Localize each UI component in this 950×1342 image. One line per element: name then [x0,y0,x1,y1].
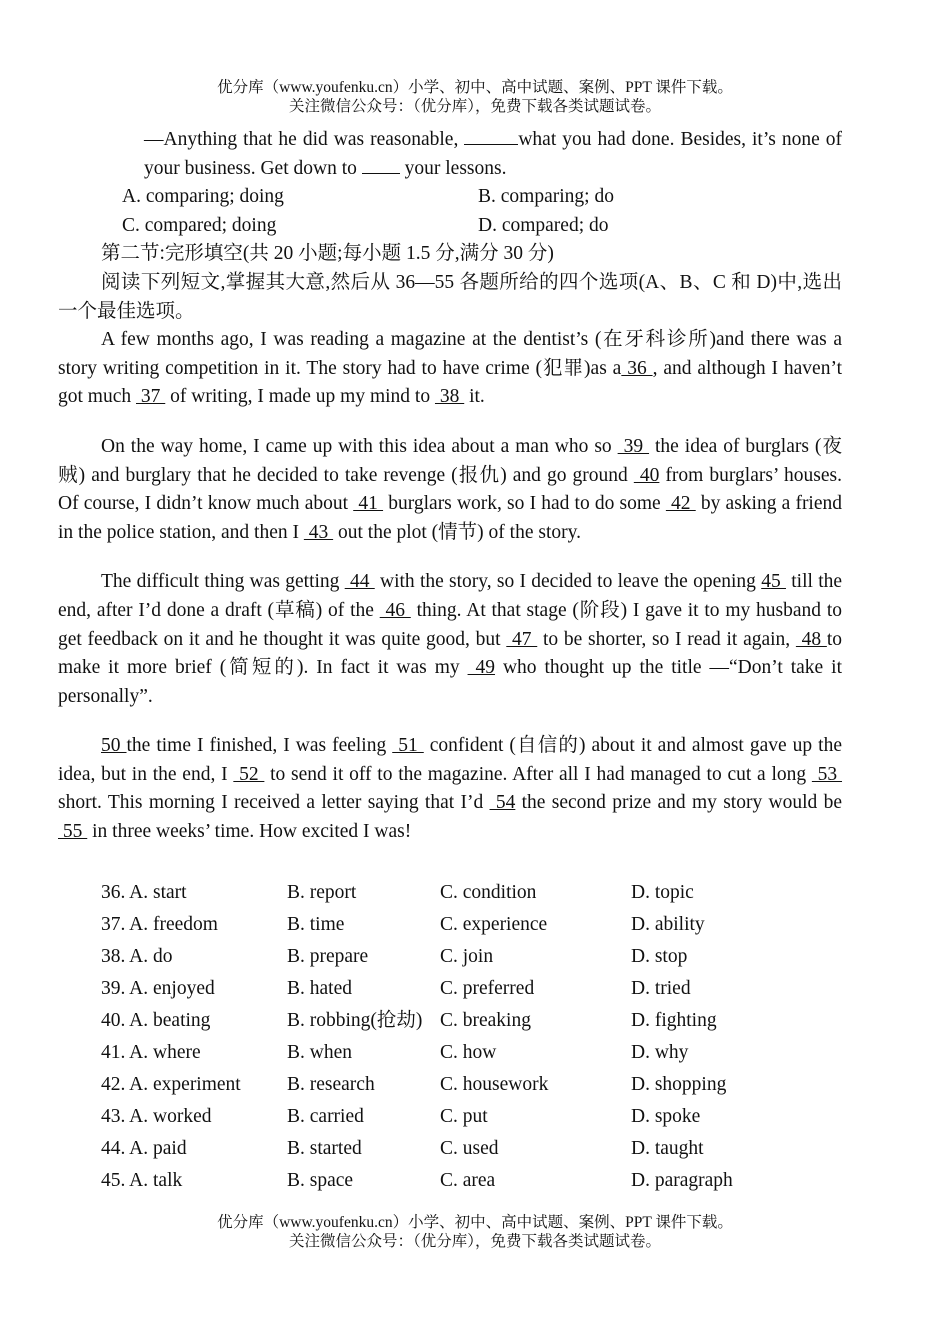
p2-text: from burglars’ houses. Of course, I didn’t know much about [58,464,842,515]
option-c: C. put [440,1106,488,1127]
header-line-1: 优分库（www.youfenku.cn）小学、初中、高中试题、案例、PPT 课件下载。 [217,79,733,96]
q35-option-d: D. compared; do [478,214,609,236]
option-a: 38. A. do [101,946,173,967]
option-a: 41. A. where [101,1042,201,1063]
p2-text: out the plot (情节) of the story. [333,521,581,543]
blank-55: 55 [58,821,88,843]
option-d: D. tried [631,978,691,999]
question-row [101,1101,791,1133]
blank-47: 47 [506,628,538,650]
option-c: C. preferred [440,978,535,999]
question-row [101,1037,791,1069]
blank-45: 45 [761,571,786,593]
option-a: 39. A. enjoyed [101,978,215,999]
option-b: B. started [287,1138,362,1159]
question-row [101,973,791,1005]
option-c: C. area [440,1170,496,1191]
q35-options-row-1 [58,183,842,212]
header-line-2: 关注微信公众号：（优分库），免费下载各类试题试卷。 [288,98,661,115]
q35-option-a: A. comparing; doing [122,186,284,208]
option-d: D. taught [631,1138,704,1159]
blank-38: 38 [434,386,465,408]
option-c: C. how [440,1042,497,1063]
p1-text: of writing, I made up my mind to [165,386,435,408]
blank-37: 37 [136,386,166,408]
q35-option-c: C. compared; doing [122,214,277,236]
p3-text: till the end, after I’d done a draft (草稿) of the [58,571,843,621]
blank-46: 46 [379,599,411,621]
option-b: B. prepare [287,946,369,967]
option-b: B. time [287,914,345,935]
option-d: D. paragraph [631,1170,733,1191]
q35-text-2: what you had done. Besides, it’s none of your business. Get down to [144,129,842,179]
option-d: D. stop [631,946,688,967]
p4-text: the second prize and my story would be [515,792,842,814]
option-a: 42. A. experiment [101,1074,241,1095]
option-c: C. breaking [440,1010,531,1031]
p2-text: burglars work, so I had to do some [383,493,666,515]
page-footer [0,1213,950,1251]
p3-text: who thought up the title —“Don’t take it personally”. [58,657,842,707]
option-a: 36. A. start [101,882,187,903]
blank-40: 40 [633,464,660,486]
option-d: D. fighting [631,1010,717,1031]
section-title: 第二节:完形填空(共 20 小题;每小题 1.5 分,满分 30 分) [101,243,554,265]
blank-52: 52 [233,763,265,785]
question-row [101,877,791,909]
question-row [101,1165,791,1197]
blank-42: 42 [665,493,696,515]
passage-paragraph-2 [58,433,842,547]
p2-text: by asking a friend in the police station, and then I [58,493,843,543]
p3-text: to make it more brief (简短的). In fact it was my [58,628,843,679]
q35-text-3: your lessons. [399,157,507,179]
footer-line-1: 优分库（www.youfenku.cn）小学、初中、高中试题、案例、PPT 课件下载。 [217,1214,733,1231]
option-c: C. join [440,946,494,967]
p4-text: the time I finished, I was feeling [126,735,393,757]
blank-49: 49 [467,657,496,679]
p4-text: to send it off to the magazine. After all I had managed to cut a long [264,763,812,785]
option-b: B. hated [287,978,352,999]
q35-option-b: B. comparing; do [478,186,614,208]
p1-text: , and although I haven’t got much [58,357,843,408]
passage-paragraph-1 [58,326,842,412]
option-b: B. when [287,1042,352,1063]
p1-text: it. [464,386,485,408]
blank-43: 43 [303,521,334,543]
blank-41: 41 [353,493,384,515]
option-a: 45. A. talk [101,1170,183,1191]
blank-50: 50 [101,735,127,757]
blank-51: 51 [392,735,424,757]
option-a: 44. A. paid [101,1138,187,1159]
option-c: C. housework [440,1074,549,1095]
question-row [101,941,791,973]
p1-text: A few months ago, I was reading a magazine at the dentist’s (在牙科诊所)and there was a story writing competition in it. The story had to have crime (犯罪)as a [58,329,842,379]
option-b: B. report [287,882,357,903]
q35-blank-1 [464,128,518,145]
p2-text: On the way home, I came up with this idea about a man who so [101,435,618,457]
option-a: 40. A. beating [101,1010,211,1031]
blank-53: 53 [811,763,843,785]
q35-options-row-2 [58,212,842,241]
option-d: D. topic [631,882,694,903]
option-c: C. used [440,1138,499,1159]
p3-text: to be shorter, so I read it again, [537,628,796,650]
option-a: 43. A. worked [101,1106,212,1127]
blank-39: 39 [617,435,650,457]
p4-text: confident (自信的) about it and almost gave up the idea, but in the end, I [58,735,842,785]
passage-paragraph-3 [58,568,842,711]
option-d: D. why [631,1042,689,1063]
option-c: C. condition [440,882,537,903]
q35-blank-2 [362,157,400,174]
question-row [101,1069,791,1101]
option-c: C. experience [440,914,548,935]
option-b: B. research [287,1074,375,1095]
footer-line-2: 关注微信公众号：（优分库），免费下载各类试题试卷。 [288,1233,661,1250]
q35-text-1: —Anything that he did was reasonable, [144,129,465,150]
blank-36: 36 [621,357,653,379]
option-d: D. shopping [631,1074,727,1095]
p3-text: The difficult thing was getting [101,571,345,593]
p4-text: short. This morning I received a letter saying that I’d [58,792,490,814]
option-b: B. space [287,1170,354,1191]
p3-text: thing. At that stage (阶段) I gave it to my husband to get feedback on it and he thought it was quite good, but [58,599,842,650]
question-row [101,909,791,941]
q35-dialog [58,126,842,183]
p3-text: with the story, so I decided to leave the opening [374,571,762,593]
question-options-table [101,877,791,1197]
blank-44: 44 [344,571,375,593]
option-b: B. carried [287,1106,364,1127]
question-row [101,1005,791,1037]
page-header [0,78,950,116]
option-d: D. spoke [631,1106,701,1127]
question-row [101,1133,791,1165]
passage-paragraph-4 [58,732,842,846]
option-b: B. robbing(抢劫) [287,1010,423,1031]
blank-54: 54 [489,792,516,814]
document-body [58,126,842,847]
option-a: 37. A. freedom [101,914,218,935]
option-d: D. ability [631,914,705,935]
p2-text: the idea of burglars (夜贼) and burglary that he decided to take revenge (报仇) and go ground [58,435,842,486]
blank-48: 48 [795,628,827,650]
p4-text: in three weeks’ time. How excited I was! [87,821,412,843]
section-instruction: 阅读下列短文,掌握其大意,然后从 36—55 各题所给的四个选项(A、B、C 和 D)中,选出一个最佳选项。 [58,271,842,322]
